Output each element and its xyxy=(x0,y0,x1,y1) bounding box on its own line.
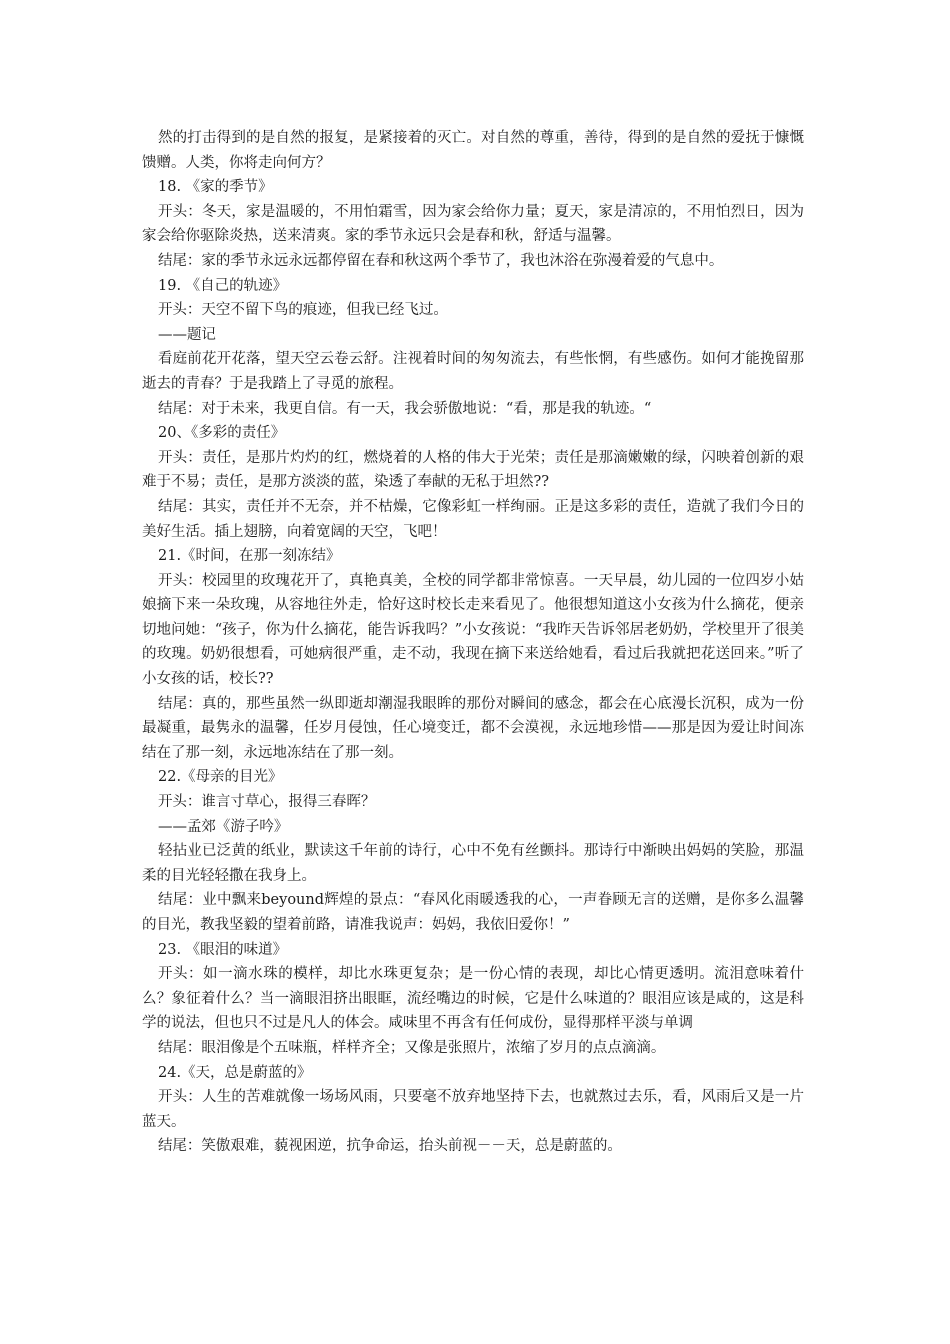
paragraph: 轻拈业已泛黄的纸业，默读这千年前的诗行，心中不免有丝颤抖。那诗行中渐映出妈妈的笑脸，那温柔的目光轻轻撒在我身上。 xyxy=(142,843,804,884)
paragraph: 结尾：真的，那些虽然一纵即逝却潮湿我眼眸的那份对瞬间的感念，都会在心底漫长沉积，成为一份最凝重，最隽永的温馨，任岁月侵蚀，任心境变迁，都不会漠视，永远地珍惜——那是因为爱让时间冻结在了那一刻，永远地冻结在了那一刻。 xyxy=(142,695,804,761)
paragraph: ——题记 xyxy=(157,326,216,343)
section-heading: 19. 《自己的轨迹》 xyxy=(158,277,288,294)
paragraph: 然的打击得到的是自然的报复，是紧接着的灭亡。对自然的尊重，善待，得到的是自然的爱抚于慷慨馈赠。人类，你将走向何方？ xyxy=(142,130,804,171)
paragraph: 看庭前花开花落，望天空云卷云舒。注视着时间的匆匆流去，有些怅惘，有些感伤。如何才能挽留那逝去的青春？于是我踏上了寻觅的旅程。 xyxy=(142,351,804,392)
section-heading: 22.《母亲的目光》 xyxy=(158,769,283,786)
paragraph: 开头：人生的苦难就像一场场风雨，只要毫不放弃地坚持下去，也就熬过去乐，看，风雨后又是一片蓝天。 xyxy=(142,1089,804,1130)
paragraph: 结尾：眼泪像是个五味瓶，样样齐全；又像是张照片，浓缩了岁月的点点滴滴。 xyxy=(157,1039,666,1056)
section-heading: 20、《多彩的责任》 xyxy=(158,425,286,442)
section-heading: 24.《天，总是蔚蓝的》 xyxy=(158,1064,312,1081)
paragraph: 结尾：对于未来，我更自信。有一天，我会骄傲地说：“看，那是我的轨迹。“ xyxy=(157,400,652,417)
paragraph: ——孟郊《游子吟》 xyxy=(157,818,289,835)
document-body xyxy=(142,126,804,1159)
paragraph: 结尾：其实，责任并不无奈，并不枯燥，它像彩虹一样绚丽。正是这多彩的责任，造就了我们今日的美好生活。插上翅膀，向着宽阔的天空，飞吧！ xyxy=(142,498,804,540)
paragraph: 结尾：家的季节永远永远都停留在春和秋这两个季节了，我也沐浴在弥漫着爱的气息中。 xyxy=(157,252,724,269)
paragraph: 开头：责任，是那片灼灼的红，燃烧着的人格的伟大于光荣；责任是那滴嫩嫩的绿，闪映着创新的艰难于不易；责任，是那方淡淡的蓝，染透了奉献的无私于坦然?? xyxy=(142,449,804,491)
paragraph: 结尾：业中飘来beyound辉煌的景点：“春风化雨暖透我的心，一声眷顾无言的送赠，是你多么温馨的目光，教我坚毅的望着前路，请准我说声：妈妈，我依旧爱你！” xyxy=(142,892,804,933)
section-heading: 18. 《家的季节》 xyxy=(158,179,273,196)
section-heading: 21.《时间，在那一刻冻结》 xyxy=(158,548,341,565)
paragraph: 开头：如一滴水珠的模样，却比水珠更复杂；是一份心情的表现，却比心情更透明。流泪意味着什么？象征着什么？当一滴眼泪挤出眼眶，流经嘴边的时候，它是什么味道的？眼泪应该是咸的，这是科学的说法，但也只不过是凡人的体会。咸味里不再含有任何成份，显得那样平淡与单调 xyxy=(142,966,804,1032)
section-heading: 23. 《眼泪的味道》 xyxy=(158,941,288,958)
paragraph: 开头：谁言寸草心，报得三春晖？ xyxy=(157,794,376,811)
paragraph: 开头：校园里的玫瑰花开了，真艳真美，全校的同学都非常惊喜。一天早晨，幼儿园的一位四岁小姑娘摘下来一朵玫瑰，从容地往外走，恰好这时校长走来看见了。他很想知道这小女孩为什么摘花，便亲切地问她：“孩子，你为什么摘花，能告诉我吗？”小女孩说：“我昨天告诉邻居老奶奶，学校里开了很美的玫瑰。奶奶很想看，可她病很严重，走不动，我现在摘下来送给她看，看过后我就把花送回来。”听了小女孩的话，校长?? xyxy=(142,572,804,688)
paragraph: 开头：天空不留下鸟的痕迹，但我已经飞过。 xyxy=(157,302,448,319)
paragraph: 结尾：笑傲艰难，藐视困逆，抗争命运，抬头前视－－天，总是蔚蓝的。 xyxy=(157,1138,622,1155)
paragraph: 开头：冬天，家是温暖的，不用怕霜雪，因为家会给你力量；夏天，家是清凉的，不用怕烈日，因为家会给你驱除炎热，送来清爽。家的季节永远只会是春和秋，舒适与温馨。 xyxy=(142,203,804,245)
